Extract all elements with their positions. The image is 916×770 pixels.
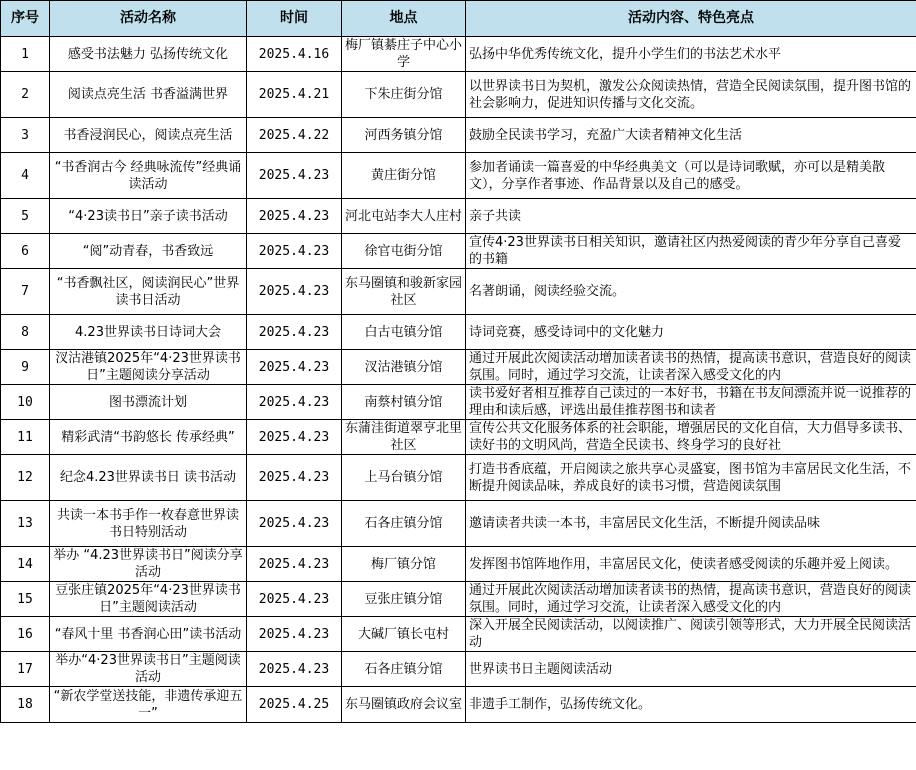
row-number-text: 15 xyxy=(17,591,33,607)
activity-place xyxy=(342,547,466,582)
activity-content-text: 邀请读者共读一本书，丰富居民文化生活，不断提升阅读品味 xyxy=(469,516,821,531)
row-number-text: 12 xyxy=(17,470,33,485)
activity-place-text: 石各庄镇分馆 xyxy=(364,661,443,677)
row-number xyxy=(1,118,50,153)
activity-content xyxy=(466,72,916,118)
activity-date xyxy=(247,582,342,617)
activity-place-text: 河北屯站李大人庄村 xyxy=(345,208,462,224)
table-row xyxy=(1,420,916,455)
row-number xyxy=(1,501,50,547)
activity-place xyxy=(342,153,466,199)
table-row xyxy=(1,118,916,153)
table-row xyxy=(1,547,916,582)
table-row xyxy=(1,269,916,315)
activity-content xyxy=(466,315,916,350)
row-number xyxy=(1,385,50,420)
activity-place-text: 大碱厂镇长屯村 xyxy=(357,626,449,642)
activity-name-text: “新农学堂送技能，非遗传承迎五一” xyxy=(53,688,243,721)
activity-content-text: 世界读书日主题阅读活动 xyxy=(469,661,613,677)
activity-content-text: 通过开展此次阅读活动增加读者读书的热情，提高读书意识，营造良好的阅读氛围。同时，通过学习交流，让读者深入感受文化的内 xyxy=(469,351,912,383)
row-number xyxy=(1,199,50,234)
activity-date xyxy=(247,547,342,582)
activity-place-text: 河西务镇分馆 xyxy=(364,127,443,143)
activity-name xyxy=(50,582,247,617)
activity-date-text: 2025.4.25 xyxy=(258,697,330,712)
activity-name xyxy=(50,547,247,582)
row-number-text: 11 xyxy=(17,429,33,445)
activity-content xyxy=(466,37,916,72)
activity-content xyxy=(466,118,916,153)
activity-name xyxy=(50,72,247,118)
activity-content xyxy=(466,385,916,420)
row-number-text: 5 xyxy=(21,208,29,224)
row-number-text: 6 xyxy=(21,243,29,259)
activity-date xyxy=(247,234,342,269)
row-number xyxy=(1,350,50,385)
activity-name-text: 共读一本书手作一枚春意世界读书日特别活动 xyxy=(56,507,239,540)
activity-date xyxy=(247,37,342,72)
table-body xyxy=(1,37,916,723)
activity-name-text: “书香润古今 经典咏流传”经典诵读活动 xyxy=(54,159,242,192)
activity-place-text: 南蔡村镇分馆 xyxy=(364,394,443,410)
activity-content-text: 宣传公共文化服务体系的社会职能，增强居民的文化自信，大力倡导多读书、读好书的文明风尚，营造全民读书、终身学习的良好社 xyxy=(469,421,912,453)
activity-date xyxy=(247,350,342,385)
activity-date-text: 2025.4.23 xyxy=(258,208,330,224)
row-number xyxy=(1,234,50,269)
activity-date xyxy=(247,617,342,652)
activity-place-text: 梅厂镇綦庄子中心小学 xyxy=(345,38,462,70)
activity-name-text: 4.23世界读书日诗词大会 xyxy=(75,324,221,340)
table-row xyxy=(1,72,916,118)
header-place: 地点 xyxy=(342,1,466,37)
activity-place-text: 豆张庄镇分馆 xyxy=(364,591,443,607)
activity-content xyxy=(466,501,916,547)
activity-date-text: 2025.4.23 xyxy=(258,359,330,375)
activity-date-text: 2025.4.23 xyxy=(258,243,330,259)
table-row xyxy=(1,37,916,72)
activity-content xyxy=(466,582,916,617)
activity-name xyxy=(50,385,247,420)
activity-date xyxy=(247,385,342,420)
table-row xyxy=(1,315,916,350)
activity-date-text: 2025.4.23 xyxy=(258,626,330,642)
activity-place xyxy=(342,199,466,234)
row-number xyxy=(1,547,50,582)
header-date: 时间 xyxy=(247,1,342,37)
row-number-text: 10 xyxy=(17,394,33,410)
activity-place xyxy=(342,234,466,269)
activity-name xyxy=(50,501,247,547)
activity-date xyxy=(247,199,342,234)
activity-name xyxy=(50,687,247,723)
activity-place xyxy=(342,582,466,617)
activity-name-text: “阅”动青春，书香致远 xyxy=(82,243,214,259)
header-row xyxy=(1,1,916,37)
activity-content xyxy=(466,199,916,234)
activity-content xyxy=(466,455,916,501)
activity-date-text: 2025.4.23 xyxy=(258,429,330,445)
activity-content-text: 发挥图书馆阵地作用，丰富居民文化，使读者感受阅读的乐趣并爱上阅读。 xyxy=(469,556,899,572)
activity-date-text: 2025.4.16 xyxy=(258,46,330,62)
activity-date xyxy=(247,118,342,153)
row-number-text: 9 xyxy=(21,359,29,375)
activity-date xyxy=(247,269,342,315)
activity-name xyxy=(50,199,247,234)
activity-content-text: 亲子共读 xyxy=(469,208,522,224)
row-number xyxy=(1,153,50,199)
activity-place xyxy=(342,501,466,547)
row-number xyxy=(1,315,50,350)
activity-name-text: “春风十里 书香润心田”读书活动 xyxy=(54,626,242,642)
header-content: 活动内容、特色亮点 xyxy=(466,1,916,37)
activity-content-text: 宣传4·23世界读书日相关知识，邀请社区内热爱阅读的青少年分享自己喜爱的书籍 xyxy=(469,235,901,267)
activity-place-text: 下朱庄街分馆 xyxy=(364,87,443,102)
activity-place xyxy=(342,72,466,118)
activity-date xyxy=(247,455,342,501)
activity-content-text: 读书爱好者相互推荐自己读过的一本好书，书籍在书友间漂流并说一说推荐的理由和读后感，评选出最佳推荐图书和读者 xyxy=(469,386,912,418)
activity-content-text: 鼓励全民读书学习，充盈广大读者精神文化生活 xyxy=(469,127,743,143)
activity-content xyxy=(466,350,916,385)
activity-place xyxy=(342,687,466,723)
activity-date xyxy=(247,72,342,118)
activity-content xyxy=(466,652,916,687)
activity-place-text: 东马圈镇和骏新家园社区 xyxy=(345,275,462,308)
activity-place xyxy=(342,37,466,72)
table-row xyxy=(1,652,916,687)
activity-place xyxy=(342,118,466,153)
activity-date xyxy=(247,501,342,547)
table-row xyxy=(1,455,916,501)
activity-date xyxy=(247,652,342,687)
activity-name xyxy=(50,269,247,315)
row-number-text: 13 xyxy=(17,516,33,531)
row-number xyxy=(1,617,50,652)
activity-name-text: “4·23读书日”亲子读书活动 xyxy=(68,208,228,224)
activity-date xyxy=(247,153,342,199)
table-row xyxy=(1,199,916,234)
table-row xyxy=(1,617,916,652)
activity-name-text: 精彩武清“书韵悠长 传承经典” xyxy=(61,429,235,445)
row-number-text: 14 xyxy=(17,556,33,572)
activity-name xyxy=(50,652,247,687)
activity-name-text: 图书漂流计划 xyxy=(108,394,187,410)
activity-name-text: 举办 “4.23世界读书日”阅读分享活动 xyxy=(53,548,243,580)
activity-name xyxy=(50,420,247,455)
table-row xyxy=(1,582,916,617)
row-number xyxy=(1,420,50,455)
activity-name-text: “书香飘社区，阅读润民心”世界读书日活动 xyxy=(56,275,240,308)
activity-place xyxy=(342,385,466,420)
activity-content xyxy=(466,234,916,269)
activity-place-text: 梅厂镇分馆 xyxy=(370,556,436,572)
row-number xyxy=(1,269,50,315)
activity-date-text: 2025.4.23 xyxy=(258,661,330,677)
activity-place xyxy=(342,455,466,501)
row-number xyxy=(1,37,50,72)
row-number xyxy=(1,582,50,617)
activity-content xyxy=(466,269,916,315)
activity-name-text: 感受书法魅力 弘扬传统文化 xyxy=(67,46,229,62)
activity-place xyxy=(342,617,466,652)
activity-name-text: 举办“4·23世界读书日”主题阅读活动 xyxy=(55,653,241,685)
activity-content-text: 深入开展全民阅读活动，以阅读推广、阅读引领等形式，大力开展全民阅读活动 xyxy=(469,618,912,650)
activity-place-text: 东蒲洼街道翠亨北里社区 xyxy=(345,421,462,453)
activity-content xyxy=(466,153,916,199)
table-row xyxy=(1,234,916,269)
table-row xyxy=(1,350,916,385)
activity-date-text: 2025.4.23 xyxy=(258,591,330,607)
activity-place xyxy=(342,315,466,350)
activity-date-text: 2025.4.23 xyxy=(258,168,330,183)
row-number-text: 16 xyxy=(17,626,33,642)
row-number xyxy=(1,652,50,687)
activity-content-text: 非遗手工制作，弘扬传统文化。 xyxy=(469,697,652,712)
activity-date-text: 2025.4.21 xyxy=(258,87,330,102)
row-number xyxy=(1,687,50,723)
activity-content xyxy=(466,617,916,652)
activity-name-text: 汊沽港镇2025年“4·23世界读书日”主题阅读分享活动 xyxy=(55,351,241,383)
activity-name-text: 书香浸润民心，阅读点亮生活 xyxy=(63,127,233,143)
activity-content-text: 通过开展此次阅读活动增加读者读书的热情，提高读书意识，营造良好的阅读氛围。同时，通过学习交流，让读者深入感受文化的内 xyxy=(469,583,912,615)
activity-date-text: 2025.4.23 xyxy=(258,324,330,340)
header-name: 活动名称 xyxy=(50,1,247,37)
activity-name-text: 豆张庄镇2025年“4·23世界读书日”主题阅读活动 xyxy=(55,583,241,615)
activity-name xyxy=(50,153,247,199)
activity-place-text: 石各庄镇分馆 xyxy=(364,516,443,531)
activity-place-text: 汊沽港镇分馆 xyxy=(364,359,443,375)
row-number-text: 18 xyxy=(17,697,33,712)
activity-name xyxy=(50,455,247,501)
activity-content-text: 参加者诵读一篇喜爱的中华经典美文（可以是诗词歌赋，亦可以是精美散文），分享作者事迹、作品背景以及自己的感受。 xyxy=(469,159,886,192)
row-number-text: 1 xyxy=(21,46,29,62)
row-number-text: 2 xyxy=(21,87,29,102)
activity-content-text: 名著朗诵，阅读经验交流。 xyxy=(469,284,626,299)
table-row xyxy=(1,501,916,547)
activity-name xyxy=(50,315,247,350)
activity-date xyxy=(247,687,342,723)
activity-name xyxy=(50,118,247,153)
activity-place-text: 黄庄街分馆 xyxy=(370,168,436,183)
activity-name xyxy=(50,234,247,269)
activity-content xyxy=(466,547,916,582)
activity-date-text: 2025.4.23 xyxy=(258,470,330,485)
activity-place-text: 徐官屯街分馆 xyxy=(364,243,443,259)
table-row xyxy=(1,385,916,420)
activity-date xyxy=(247,315,342,350)
table-row xyxy=(1,153,916,199)
row-number-text: 8 xyxy=(21,324,29,340)
activity-date-text: 2025.4.23 xyxy=(258,516,330,531)
row-number-text: 3 xyxy=(21,127,29,143)
activity-content xyxy=(466,687,916,723)
activity-date-text: 2025.4.23 xyxy=(258,284,330,299)
activity-date-text: 2025.4.22 xyxy=(258,127,330,143)
header-no: 序号 xyxy=(1,1,50,37)
activity-place xyxy=(342,420,466,455)
activity-name xyxy=(50,350,247,385)
table-row xyxy=(1,687,916,723)
activity-place xyxy=(342,269,466,315)
row-number-text: 17 xyxy=(17,661,33,677)
row-number xyxy=(1,72,50,118)
activity-place-text: 东马圈镇政府会议室 xyxy=(345,697,462,712)
activity-content-text: 诗词竞赛，感受诗词中的文化魅力 xyxy=(469,324,665,340)
activity-content-text: 弘扬中华优秀传统文化，提升小学生们的书法艺术水平 xyxy=(469,46,782,62)
activity-place-text: 白古屯镇分馆 xyxy=(364,324,443,340)
row-number-text: 4 xyxy=(21,168,29,183)
activity-date xyxy=(247,420,342,455)
activity-place-text: 上马台镇分馆 xyxy=(364,470,443,485)
activity-name-text: 纪念4.23世界读书日 读书活动 xyxy=(59,470,237,485)
activity-name xyxy=(50,617,247,652)
activity-date-text: 2025.4.23 xyxy=(258,556,330,572)
activity-name-text: 阅读点亮生活 书香溢满世界 xyxy=(67,87,229,102)
activity-content xyxy=(466,420,916,455)
activity-name xyxy=(50,37,247,72)
activity-content-text: 打造书香底蕴，开启阅读之旅共享心灵盛宴，图书馆为丰富居民文化生活，不断提升阅读品味，养成良好的读书习惯，营造阅读氛围 xyxy=(469,461,912,494)
activity-date-text: 2025.4.23 xyxy=(258,394,330,410)
activity-place xyxy=(342,652,466,687)
row-number-text: 7 xyxy=(21,284,29,299)
row-number xyxy=(1,455,50,501)
activity-place xyxy=(342,350,466,385)
activity-content-text: 以世界读书日为契机，激发公众阅读热情，营造全民阅读氛围，提升图书馆的社会影响力，促进知识传播与文化交流。 xyxy=(469,78,912,111)
